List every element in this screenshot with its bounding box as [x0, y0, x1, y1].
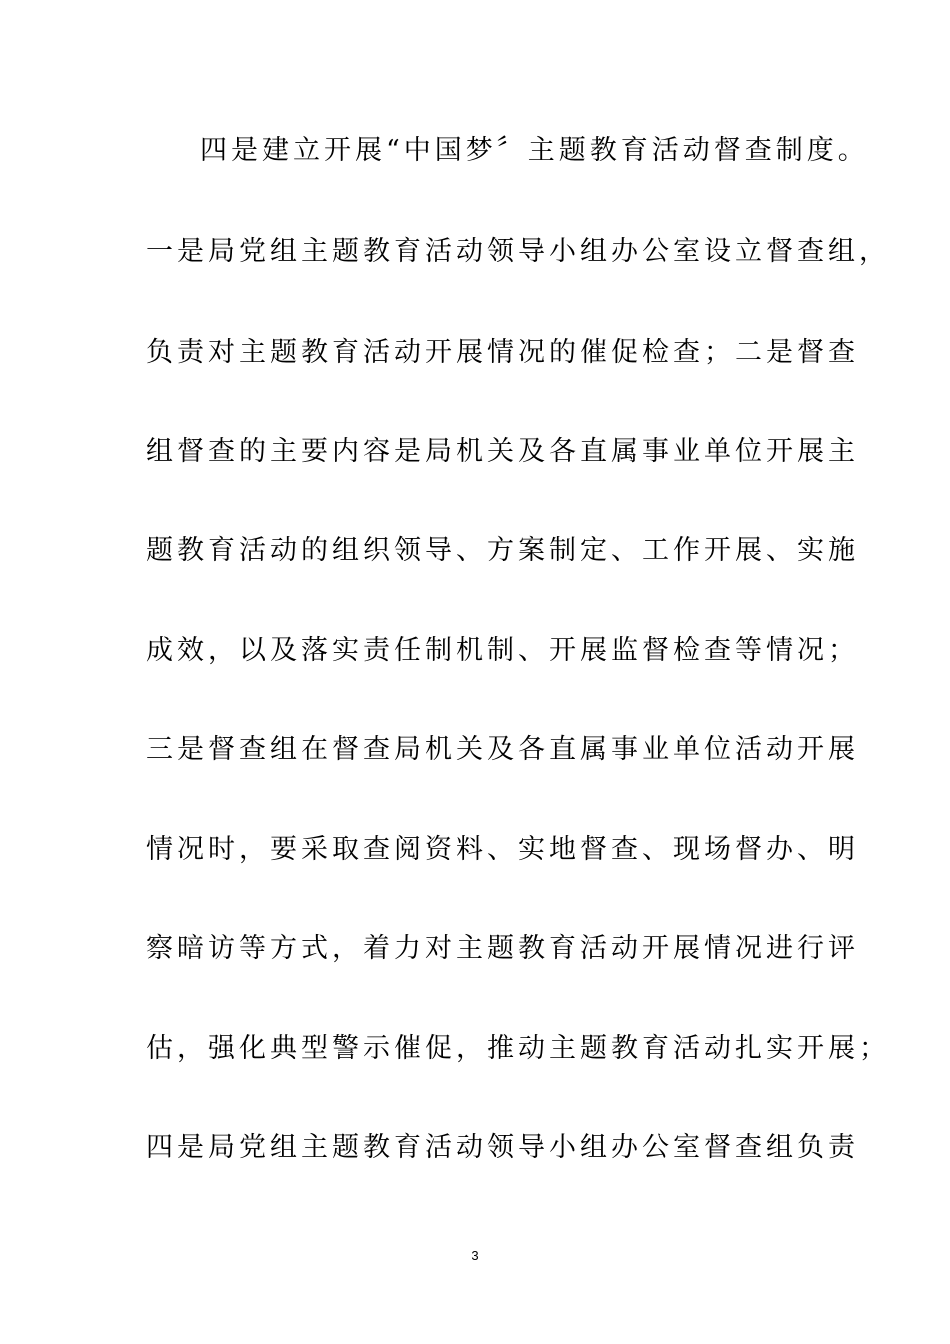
paragraph-line: 一是局党组主题教育活动领导小组办公室设立督查组，	[146, 236, 890, 267]
paragraph-line: 四是局党组主题教育活动领导小组办公室督查组负责	[146, 1132, 859, 1163]
paragraph-line: 情况时，要采取查阅资料、实地督查、现场督办、明	[146, 834, 859, 865]
paragraph-line: 估，强化典型警示催促，推动主题教育活动扎实开展；	[146, 1033, 890, 1064]
paragraph-line: 组督查的主要内容是局机关及各直属事业单位开展主	[146, 436, 859, 467]
paragraph-line: 三是督查组在督查局机关及各直属事业单位活动开展	[146, 734, 859, 765]
paragraph-line: 察暗访等方式，着力对主题教育活动开展情况进行评	[146, 933, 859, 964]
paragraph-line: 四是建立开展“中国梦〞主题教育活动督查制度。	[200, 135, 869, 166]
page-number: 3	[471, 1248, 479, 1263]
paragraph-line: 成效，以及落实责任制机制、开展监督检查等情况；	[146, 635, 859, 666]
paragraph-line: 题教育活动的组织领导、方案制定、工作开展、实施	[146, 535, 859, 566]
paragraph-line: 负责对主题教育活动开展情况的催促检查；二是督查	[146, 337, 859, 368]
